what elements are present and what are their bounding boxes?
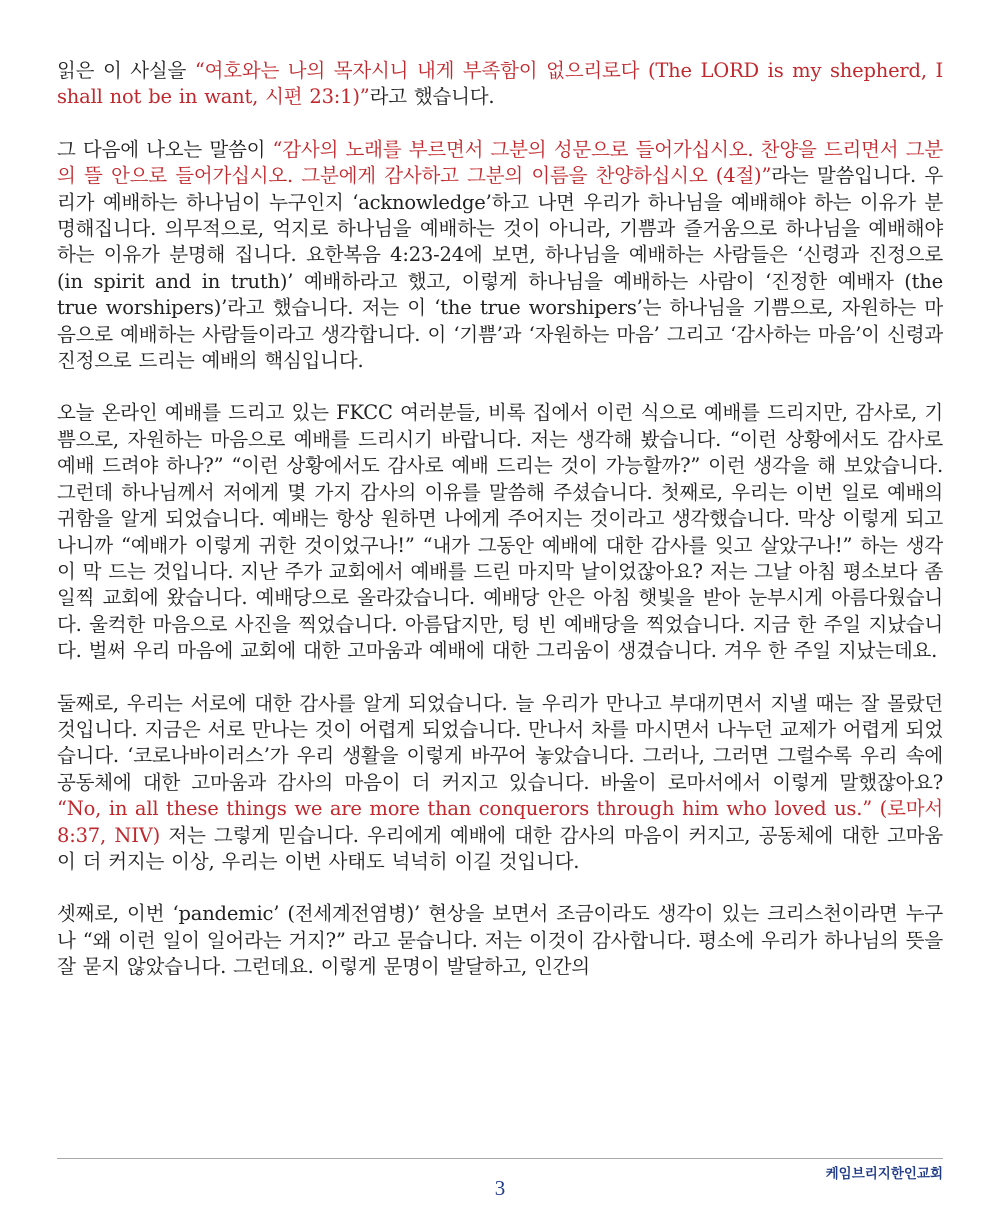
paragraph-4-text: 둘째로, 우리는 서로에 대한 감사를 알게 되었습니다. 늘 우리가 만나고 부대끼면서 지낼 때는 잘 몰랐던 것입니다. 지금은 서로 만나는 것이 어렵게 되었습니다. 만나서 차를 마시면서 나누던 교제가 어렵게 되었습니다. ‘코로나바이러스’가 우리 생활을 이렇게 바꾸어 놓았습니다. 그러나, 그러면 그럴수록 우리 속에 공동체에 대한 고마움과 감사의 마음이 더 커지고 있습니다. 바울이 로마서에서 이렇게 말했잖아요? — [57, 691, 944, 794]
paragraph-2-text: 그 다음에 나오는 말씀이 — [57, 137, 273, 161]
paragraph-5-text: 셋째로, 이번 ‘pandemic’ (전세계전염병)’ 현상을 보면서 조금이라도 생각이 있는 크리스천이라면 누구나 “왜 이런 일이 일어라는 거지?” 라고 묻습니다. 저는 이것이 감사합니다. 평소에 우리가 하나님의 뜻을 잘 묻지 않았습니다. 그런데요. 이렇게 문명이 발달하고, 인간의 — [57, 902, 943, 979]
scripture-quote-psalm-23: “여호와는 나의 목자시니 내게 부족함이 없으리로다 (The LORD is my shepherd, I shall not be in want, 시편 23:1)” — [57, 59, 943, 109]
paragraph-2-text-body: 라는 말씀입니다. 우리가 예배하는 하나님이 누구인지 ‘acknowledge’하고 나면 우리가 하나님을 예배해야 하는 이유가 분명해집니다. 의무적으로, 억지로 하나님을 예배하는 것이 아니라, 기쁨과 즐거움으로 하나님을 예배해야 하는 이유가 분명해 집니다. 요한복음 4:23-24에 보면, 하나님을 예배하는 사람들은 ‘신령과 진정으로 (in spirit and in truth)’ 예배하라고 했고, 이렇게 하나님을 예배하는 사람이 ‘진정한 예배자 (the true worshipers)’라고 했습니다. 저는 이 ‘the true worshipers’는 하나님을 기쁨으로, 자원하는 마음으로 예배하는 사람들이라고 생각합니다. 이 ‘기쁨’과 ‘자원하는 마음’ 그리고 ‘감사하는 마음’이 신령과 진정으로 드리는 예배의 핵심입니다. — [57, 164, 943, 373]
paragraph-1-text-end: 라고 했습니다. — [369, 85, 495, 109]
paragraph-1-text: 읽은 이 사실을 — [57, 59, 195, 82]
paragraph-1 — [57, 58, 943, 111]
paragraph-4-text-end: 저는 그렇게 믿습니다. 우리에게 예배에 대한 감사의 마음이 커지고, 공동체에 대한 고마움이 더 커지는 이상, 우리는 이번 사태도 넉넉히 이길 것입니다. — [57, 823, 943, 873]
paragraph-4 — [57, 691, 943, 876]
scripture-quote-romans-8-37: “No, in all these things we are more than conquerors through him who loved us.” (로마서 8:37, NIV) — [57, 797, 943, 847]
church-name: 케임브리지한인교회 — [825, 1166, 943, 1182]
page-body — [57, 58, 943, 1007]
paragraph-3 — [57, 400, 943, 664]
footer-divider — [57, 1158, 943, 1159]
paragraph-2 — [57, 137, 943, 375]
paragraph-3-text: 오늘 온라인 예배를 드리고 있는 FKCC 여러분들, 비록 집에서 이런 식으로 예배를 드리지만, 감사로, 기쁨으로, 자원하는 마음으로 예배를 드리시기 바랍니다. 저는 생각해 봤습니다. “이런 상황에서도 감사로 예배 드려야 하나?” “이런 상황에서도 감사로 예배 드리는 것이 가능할까?” 이런 생각을 해 보았습니다. 그런데 하나님께서 저에게 몇 가지 감사의 이유를 말씀해 주셨습니다. 첫째로, 우리는 이번 일로 예배의 귀함을 알게 되었습니다. 예배는 항상 원하면 나에게 주어지는 것이라고 생각했습니다. 막상 이렇게 되고 나니까 “예배가 이렇게 귀한 것이었구나!” “내가 그동안 예배에 대한 감사를 잊고 살았구나!” 하는 생각이 막 드는 것입니다. 지난 주가 교회에서 예배를 드린 마지막 날이었잖아요? 저는 그날 아침 평소보다 좀 일찍 교회에 왔습니다. 예배당으로 올라갔습니다. 예배당 안은 아침 햇빛을 받아 눈부시게 아름다웠습니다. 울컥한 마음으로 사진을 찍었습니다. 아름답지만, 텅 빈 예배당을 찍었습니다. 지금 한 주일 지났습니다. 벌써 우리 마음에 교회에 대한 고마움과 예배에 대한 그리움이 생겼습니다. 겨우 한 주일 지났는데요. — [57, 401, 943, 663]
paragraph-5 — [57, 901, 943, 980]
scripture-quote-psalm-100-4: “감사의 노래를 부르면서 그분의 성문으로 들어가십시오. 찬양을 드리면서 그분의 뜰 안으로 들어가십시오. 그분에게 감사하고 그분의 이름을 찬양하십시오 (4절)” — [57, 137, 943, 188]
page-number: 3 — [494, 1176, 506, 1200]
